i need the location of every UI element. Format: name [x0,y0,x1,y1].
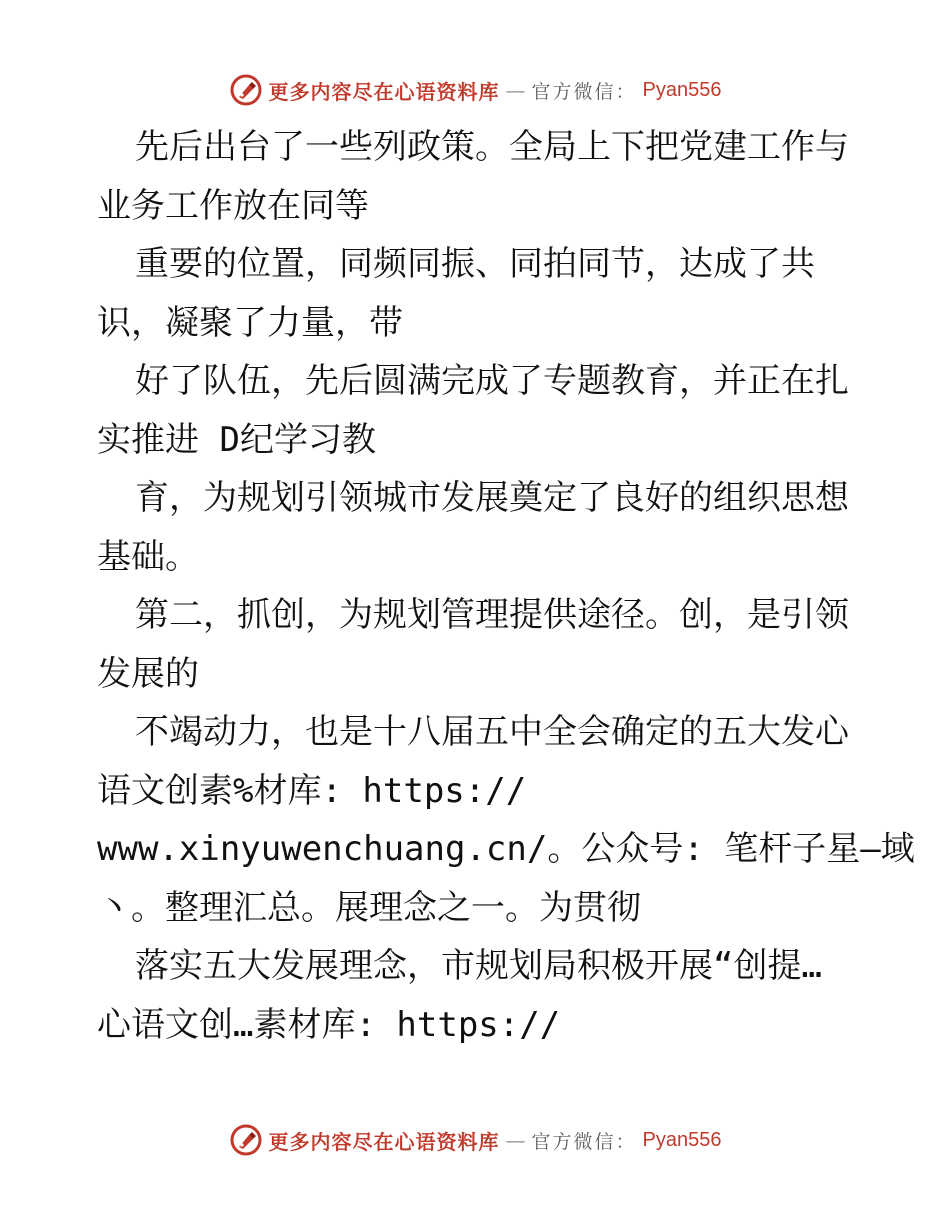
pen-nib-circle-icon [229,1123,263,1157]
header-dash: — [505,78,526,102]
page-footer [0,1120,950,1160]
body-line: 识，凝聚了力量，带 [97,302,403,343]
body-line: 落实五大发展理念，市规划局积极开展“创提… [135,946,822,986]
body-line: 重要的位置，同频同振、同拍同节，达成了共 [135,244,815,284]
body-line: 育，为规划引领城市发展奠定了良好的组织思想 [135,478,849,518]
body-line: 第二，抓创，为规划管理提供途径。创，是引领 [135,595,849,635]
body-line: 好了队伍，先后圆满完成了专题教育，并正在扎 [135,361,849,401]
body-line: 不竭动力，也是十八届五中全会确定的五大发心 [135,712,849,752]
body-line: 心语文创…素材库: https:// [97,1004,561,1045]
document-body [97,118,915,1054]
footer-wechat-label: 官方微信： [531,1130,637,1153]
body-line: 语文创素%材库: https:// [97,770,527,811]
body-line: 基础。 [97,536,199,577]
page-header [0,70,950,110]
pen-nib-circle-icon [229,73,263,107]
body-line: 发展的 [97,653,199,694]
body-line: www.xinyuwenchuang.cn/。公众号: 笔杆子星—域 [97,829,915,869]
header-wechat-account: Pyan556 [642,78,722,101]
footer-wechat-account: Pyan556 [642,1128,722,1151]
header-wechat-label: 官方微信： [531,80,637,103]
header-brand-text: 更多内容尽在心语资料库 [268,79,500,104]
body-line: 实推进 D纪学习教 [97,419,376,460]
footer-brand-text: 更多内容尽在心语资料库 [268,1129,500,1154]
body-line: 业务工作放在同等 [97,185,369,226]
body-line: 先后出台了一些列政策。全局上下把党建工作与 [135,127,849,167]
body-line: 丶。整理汇总。展理念之一。为贯彻 [97,887,641,928]
footer-dash: — [505,1128,526,1152]
